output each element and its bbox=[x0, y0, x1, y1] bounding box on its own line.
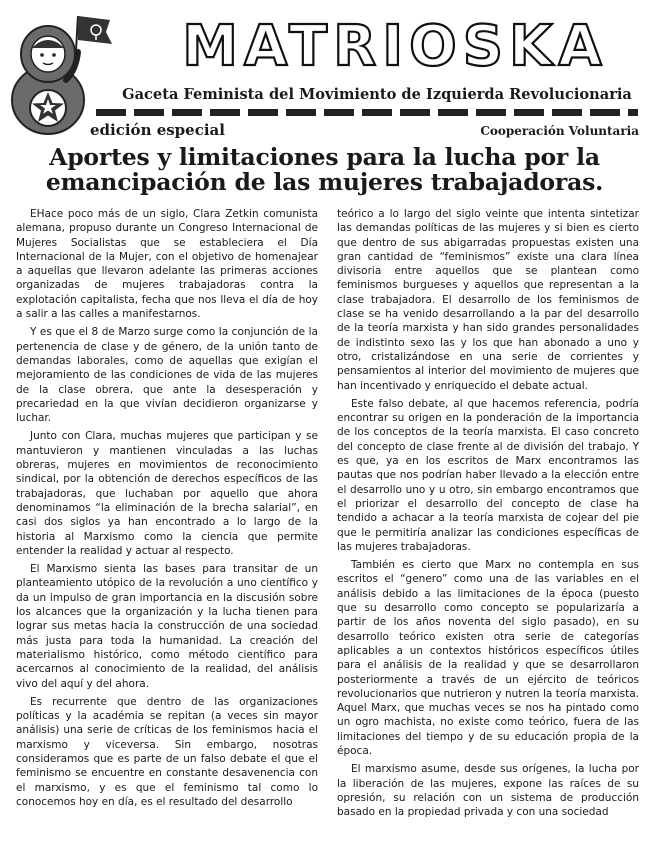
paragraph: El Marxismo sienta las bases para transitar de un planteamiento utópico de la revolución a uno científico y da un impulso de gran importancia en la discusión sobre los alcances que la organización y la lucha tienen para lograr sus metas hacia la construcción de una sociedad más justa para toda la humanidad. La creación del materialismo histórico, como método científico para acercarnos al conocimiento de la realidad, del análisis vivo del aquí y del ahora. bbox=[16, 563, 318, 690]
article-title bbox=[6, 145, 643, 195]
paragraph: El marxismo asume, desde sus orígenes, la lucha por la liberación de las mujeres, expone las raíces de su opresión, su relación con un sistema de producción basado en la propiedad privada y con una sociedad bbox=[337, 763, 639, 819]
price-label: Cooperación Voluntaria bbox=[480, 124, 639, 138]
edition-label: edición especial bbox=[90, 121, 225, 139]
article-column-right bbox=[337, 207, 639, 855]
paragraph: También es cierto que Marx no contempla en sus escritos el “genero” como una de las variables en el análisis debido a las limitaciones de la época (puesto que su desarrollo como concepto se popularizaría a partir de los años noventa del siglo pasado), en su desarrollo teórico existen otra serie de categorías aplicables a un contextos históricos específicos útiles para el análisis de la realidad y que se desarrollaron posteriormente a través de un ejército de teóricos revolucionarios que nutrieron y nutren la teoría marxista. Aquel Marx, que muchas veces se nos ha pintado como un ogro machista, no existe como teórico, fuera de las limitaciones del tiempo y de su educación propia de la época. bbox=[337, 559, 639, 757]
paragraph: Es recurrente que dentro de las organizaciones políticas y la académia se repitan (a veces sin mayor análisis) una serie de críticas de los feminismos hacia el marxismo y viceversa. Sin embargo, nosotras consideramos que es parte de un falso debate el que el feminismo se encuentre en constante desavenencia con el marxismo, y es que el feminismo tal como lo conocemos hoy en día, es el resultado del desarrollo bbox=[16, 695, 318, 808]
paragraph: Junto con Clara, muchas mujeres que participan y se mantuvieron y mantienen vinculadas a las luchas obreras, mujeres en movimientos de reconocimiento sindical, por la obtención de derechos específicos de las trabajadoras, que luchaban por aquello que ahora denominamos “la eliminación de la brecha salarial”, en casi dos siglos ya han encontrado a lo largo de la historia al Marxismo como la ciencia que permite entender la realidad y actuar al respecto. bbox=[16, 430, 318, 557]
article-column-left bbox=[16, 207, 318, 855]
paragraph: Y es que el 8 de Marzo surge como la conjunción de la pertenencia de clase y de género, de la unión tanto de demandas laborales, como de aquellas que exigían el mejoramiento de las condiciones de vida de las mujeres de la clase obrera, que ante la desesperación y precariedad en la que vivían decidieron organizarse y luchar. bbox=[16, 326, 318, 425]
masthead-title: MATRIOSKA bbox=[182, 14, 608, 79]
matryoshka-logo-icon bbox=[6, 10, 114, 138]
paragraph: EHace poco más de un siglo, Clara Zetkin comunista alemana, propuso durante un Congreso Internacional de Mujeres Socialistas que se estableciera el Día Internacional de la Mujer, con el objetivo de homenajear a aquellas que llevaron adelante las primeras acciones organizadas de mujeres trabajadoras contra la explotación capitalista, fecha que nos lleva el día de hoy a salir a las calles a manifestarnos. bbox=[16, 208, 318, 321]
masthead-subtitle: Gaceta Feminista del Movimiento de Izquierda Revolucionaria bbox=[122, 86, 632, 103]
paragraph: Este falso debate, al que hacemos referencia, podría encontrar su origen en la ponderación de la importancia de los conceptos de la teoría marxista. El caso concreto del concepto de clase frente al de división del trabajo. Y es que, ya en los escritos de Marx encontramos las pautas que nos podrían haber llevado a la elección entre el desarrollo uno y u otro, sin embargo encontramos que el priorizar el desarrollo del concepto de clase ha tendido a achacar a la teoría marxista de cojear del pie que le permitiría analizar las condiciones específicas de las mujeres trabajadoras. bbox=[337, 397, 639, 553]
decorative-divider bbox=[96, 109, 638, 116]
paragraph: teórico a lo largo del siglo veinte que intenta sintetizar las demandas políticas de las mujeres y si bien es cierto que dentro de sus abigarradas propuestas existen una gran cantidad de “feminismos” existe una clara línea divisoria entre aquellos que se plantean como feminismos burgueses y aquellos que representan a la clase trabajadora. El desarrollo de los feminismos de clase se ha venido desarrollando a la par del desarrollo de la teoría marxista y han sido grandes personalidades de indistinto sexo las y los que han abonado a uno y otro, cristalizándose en una serie de corrientes y pensamientos al interior del movimiento de mujeres que han incentivado y enriquecido el debate actual. bbox=[337, 208, 639, 392]
article-title-line-1: Aportes y limitaciones para la lucha por la bbox=[49, 143, 600, 171]
article-title-line-2: emancipación de las mujeres trabajadoras. bbox=[45, 168, 604, 196]
